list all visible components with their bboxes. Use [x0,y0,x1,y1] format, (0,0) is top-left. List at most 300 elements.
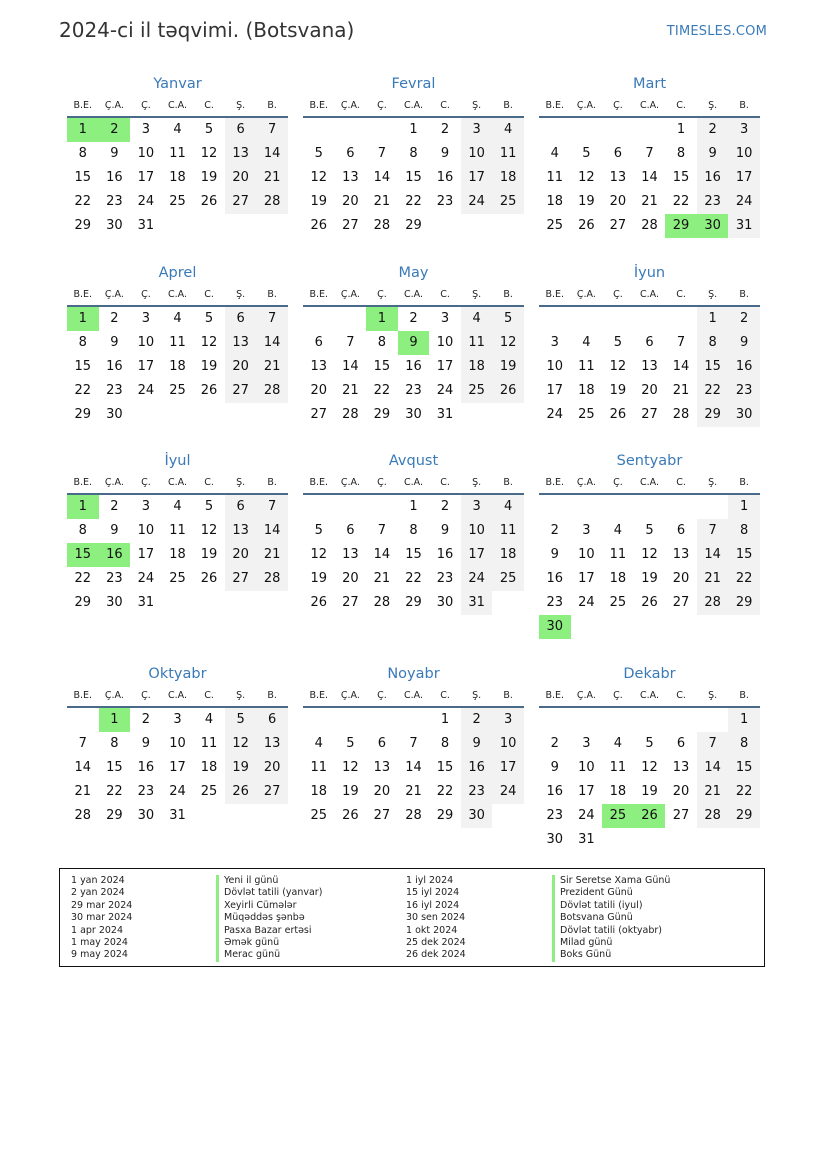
day-cell: 21 [256,543,288,567]
day-cell: 4 [613,736,623,751]
day-cell: 12 [225,732,257,756]
day-cell: 11 [310,760,328,775]
day-cell: 19 [492,355,524,379]
legend-date: 25 dek 2024 [406,936,466,948]
empty-cell [303,495,335,519]
weekday-header: Ç.A. [340,289,360,300]
day-cell: 28 [697,591,729,615]
day-cell: 23 [137,784,155,799]
day-cell: 14 [641,170,658,185]
day-cell: 5 [225,708,257,732]
day-cell: 24 [578,808,595,823]
month-name: Fevral [391,76,436,92]
day-cell: 21 [697,567,729,591]
day-cell: 11 [609,760,627,775]
empty-cell [634,708,666,732]
legend-holiday-name: Müqəddəs şənbə [216,912,322,924]
day-cell: 21 [641,194,658,209]
day-cell: 22 [405,194,422,209]
month-name: İyun [633,265,666,281]
legend-holiday-name: Dövlət tatili (iyul) [552,900,670,912]
empty-cell [539,307,571,331]
day-cell: 24 [728,190,760,214]
day-cell: 11 [461,331,493,355]
day-cell: 17 [461,166,493,190]
day-cell: 15 [672,170,690,185]
day-cell: 30 [546,832,564,847]
weekday-header: Ş. [708,477,718,488]
day-cell: 28 [256,567,288,591]
day-cell: 24 [137,194,155,209]
day-cell: 22 [697,379,729,403]
day-cell: 1 [409,122,418,137]
legend-holiday-name: Dövlət tatili (yanvar) [216,887,322,899]
weekday-header: C. [440,690,450,701]
day-cell: 28 [256,379,288,403]
weekday-header: Ş. [236,100,246,111]
day-cell: 3 [461,118,493,142]
day-cell: 19 [310,194,328,209]
weekday-header: Ş. [472,477,482,488]
legend-date: 1 yan 2024 [71,875,125,886]
day-cell: 20 [225,543,257,567]
day-cell: 8 [676,146,686,161]
day-cell: 31 [137,218,155,233]
weekday-header: Ç. [141,100,151,111]
day-cell: 18 [492,543,524,567]
day-cell: 22 [728,567,760,591]
empty-cell [539,708,571,732]
day-cell: 28 [405,808,422,823]
day-cell: 12 [641,760,658,775]
day-cell: 10 [492,732,524,756]
weekday-header: C.A. [403,690,423,701]
day-cell: 10 [461,142,493,166]
day-cell: 7 [256,307,288,331]
empty-cell [539,118,571,142]
weekday-header: Ç. [613,100,623,111]
weekday-header: B. [739,100,749,111]
month-name: Mart [632,76,667,92]
weekday-header: C. [676,289,686,300]
day-cell: 27 [672,808,690,823]
day-cell: 4 [204,712,214,727]
day-cell: 17 [728,166,760,190]
day-cell: 2 [461,708,493,732]
day-cell: 24 [137,571,155,586]
weekday-header: C.A. [167,289,187,300]
day-cell: 10 [578,547,595,562]
legend-date: 16 iyl 2024 [406,899,460,911]
day-cell: 28 [373,595,391,610]
day-cell: 5 [645,523,654,538]
day-cell: 13 [672,760,690,775]
month-8 [303,449,524,615]
day-cell: 13 [342,547,359,562]
day-cell: 25 [169,194,186,209]
day-cell: 23 [728,379,760,403]
day-cell: 21 [342,383,359,398]
day-cell: 25 [492,567,524,591]
weekday-header: Ş. [708,100,718,111]
legend-holiday-name: Boks Günü [552,949,670,961]
weekday-header: B. [739,477,749,488]
weekday-header: C. [204,289,214,300]
day-cell: 26 [492,379,524,403]
day-cell: 16 [697,166,729,190]
empty-cell [571,708,603,732]
day-cell: 10 [436,335,454,350]
day-cell: 1 [676,122,686,137]
day-cell: 20 [225,355,257,379]
weekday-header: Ç.A. [576,690,596,701]
day-cell: 7 [377,146,387,161]
day-cell: 25 [200,784,218,799]
day-cell: 26 [200,194,218,209]
day-cell: 5 [314,523,323,538]
month-name: Aprel [158,265,197,281]
empty-cell [398,708,430,732]
day-cell: 14 [373,170,391,185]
weekday-header: B. [267,289,277,300]
legend-date: 30 mar 2024 [71,912,133,924]
weekday-header: B. [503,477,513,488]
day-cell: 13 [310,359,328,374]
day-cell: 18 [169,359,186,374]
empty-cell [665,708,697,732]
weekday-header: B. [739,690,749,701]
day-cell: 21 [74,784,92,799]
weekday-header: C.A. [167,477,187,488]
day-cell: 25 [578,407,595,422]
empty-cell [602,307,634,331]
month-1 [67,72,288,238]
day-cell: 2 [697,118,729,142]
weekday-header: Ş. [236,289,246,300]
day-cell: 17 [137,170,155,185]
empty-cell [366,708,398,732]
day-cell: 15 [405,547,422,562]
day-cell: 2 [110,499,119,514]
empty-cell [335,708,367,732]
legend-date: 2 yan 2024 [71,887,125,899]
empty-cell [602,495,634,519]
day-cell: 23 [436,571,454,586]
day-cell: 9 [728,331,760,355]
day-cell: 13 [225,519,257,543]
day-cell: 16 [106,170,123,185]
day-cell: 29 [74,595,92,610]
day-cell: 29 [728,804,760,828]
legend-date: 1 iyl 2024 [406,875,454,886]
day-cell: 2 [550,523,559,538]
day-cell: 15 [67,543,99,567]
day-cell: 16 [137,760,155,775]
day-cell: 31 [137,595,155,610]
weekday-header: Ç.A. [104,690,124,701]
day-cell: 17 [436,359,454,374]
weekday-header: Ç.A. [104,289,124,300]
day-cell: 31 [436,407,454,422]
day-cell: 27 [672,595,690,610]
day-cell: 7 [256,118,288,142]
weekday-header: Ç. [377,100,387,111]
day-cell: 14 [74,760,92,775]
day-cell: 29 [665,214,697,238]
day-cell: 30 [106,595,123,610]
empty-cell [571,118,603,142]
day-cell: 24 [461,190,493,214]
legend-date: 26 dek 2024 [406,949,466,961]
empty-cell [571,495,603,519]
weekday-header: B. [503,690,513,701]
day-cell: 14 [405,760,422,775]
day-cell: 6 [613,146,623,161]
day-cell: 9 [440,523,450,538]
day-cell: 14 [342,359,359,374]
day-cell: 28 [74,808,92,823]
day-cell: 30 [461,804,493,828]
day-cell: 3 [440,311,450,326]
day-cell: 26 [641,595,658,610]
day-cell: 15 [697,355,729,379]
day-cell: 9 [110,523,119,538]
day-cell: 20 [373,784,391,799]
day-cell: 15 [728,543,760,567]
day-cell: 21 [405,784,422,799]
day-cell: 13 [609,170,627,185]
day-cell: 7 [697,732,729,756]
empty-cell [602,118,634,142]
day-cell: 21 [256,355,288,379]
day-cell: 9 [550,760,559,775]
day-cell: 1 [697,307,729,331]
day-cell: 24 [578,595,595,610]
day-cell: 17 [546,383,564,398]
weekday-header: Ç. [377,289,387,300]
day-cell: 30 [137,808,155,823]
legend-holiday-name: Botsvana Günü [552,912,670,924]
day-cell: 9 [697,142,729,166]
day-cell: 4 [613,523,623,538]
empty-cell [634,118,666,142]
day-cell: 30 [728,403,760,427]
day-cell: 4 [461,307,493,331]
day-cell: 5 [204,122,214,137]
day-cell: 23 [405,383,422,398]
day-cell: 19 [310,571,328,586]
weekday-header: C.A. [403,477,423,488]
legend-holiday-name: Milad günü [552,937,670,949]
day-cell: 10 [169,736,186,751]
empty-cell [366,495,398,519]
day-cell: 27 [225,567,257,591]
day-cell: 8 [697,331,729,355]
day-cell: 19 [200,547,218,562]
day-cell: 1 [440,712,450,727]
day-cell: 29 [74,218,92,233]
day-cell: 25 [461,379,493,403]
day-cell: 14 [256,142,288,166]
day-cell: 16 [546,784,564,799]
day-cell: 6 [377,736,387,751]
weekday-header: Ş. [236,690,246,701]
month-11 [303,662,524,828]
day-cell: 6 [225,307,257,331]
weekday-header: Ç. [377,690,387,701]
day-cell: 16 [436,547,454,562]
day-cell: 28 [256,190,288,214]
day-cell: 31 [578,832,595,847]
day-cell: 5 [645,736,654,751]
weekday-header: Ç.A. [340,477,360,488]
day-cell: 20 [310,383,328,398]
weekday-header: Ç. [141,477,151,488]
day-cell: 11 [200,736,218,751]
day-cell: 14 [697,756,729,780]
day-cell: 23 [461,780,493,804]
day-cell: 16 [461,756,493,780]
day-cell: 19 [200,170,218,185]
day-cell: 22 [373,383,391,398]
weekday-header: Ş. [472,289,482,300]
day-cell: 17 [137,547,155,562]
day-cell: 8 [78,335,87,350]
day-cell: 25 [609,595,627,610]
day-cell: 18 [310,784,328,799]
day-cell: 16 [728,355,760,379]
day-cell: 3 [461,495,493,519]
day-cell: 16 [405,359,422,374]
legend-date: 15 iyl 2024 [406,887,460,899]
day-cell: 5 [314,146,323,161]
weekday-header: B.E. [309,690,329,701]
day-cell: 14 [256,331,288,355]
day-cell: 9 [398,331,430,355]
day-cell: 12 [200,335,218,350]
day-cell: 27 [342,595,359,610]
legend-date: 1 okt 2024 [406,924,458,936]
day-cell: 23 [546,808,564,823]
month-9 [539,449,760,639]
brand-link[interactable]: TIMESLES.COM [666,24,767,39]
day-cell: 29 [436,808,454,823]
weekday-header: Ç.A. [576,477,596,488]
day-cell: 8 [377,335,387,350]
month-4 [67,261,288,427]
day-cell: 6 [676,736,686,751]
day-cell: 10 [461,519,493,543]
day-cell: 4 [582,335,591,350]
day-cell: 11 [169,146,186,161]
day-cell: 13 [672,547,690,562]
day-cell: 23 [697,190,729,214]
day-cell: 6 [346,523,355,538]
day-cell: 31 [169,808,186,823]
day-cell: 18 [492,166,524,190]
legend-holiday-name: Prezident Günü [552,887,670,899]
day-cell: 26 [634,804,666,828]
holiday-legend [59,868,765,967]
day-cell: 11 [169,523,186,538]
month-name: İyul [164,453,191,469]
day-cell: 15 [728,756,760,780]
month-6 [539,261,760,427]
legend-holiday-name: Pasxa Bazar ertəsi [216,925,322,937]
day-cell: 25 [169,383,186,398]
day-cell: 8 [110,736,119,751]
month-5 [303,261,524,427]
day-cell: 14 [697,543,729,567]
day-cell: 12 [492,331,524,355]
day-cell: 13 [225,331,257,355]
day-cell: 14 [672,359,690,374]
day-cell: 25 [169,571,186,586]
day-cell: 19 [641,571,658,586]
day-cell: 8 [78,146,87,161]
day-cell: 5 [492,307,524,331]
weekday-header: Ç.A. [104,100,124,111]
weekday-header: B. [267,477,277,488]
day-cell: 12 [578,170,595,185]
weekday-header: C. [676,477,686,488]
day-cell: 6 [346,146,355,161]
day-cell: 2 [440,122,450,137]
day-cell: 9 [440,146,450,161]
day-cell: 30 [539,615,571,639]
day-cell: 15 [373,359,391,374]
day-cell: 5 [346,736,355,751]
day-cell: 11 [492,519,524,543]
day-cell: 2 [409,311,418,326]
day-cell: 20 [342,194,359,209]
day-cell: 27 [342,218,359,233]
day-cell: 24 [461,567,493,591]
day-cell: 23 [106,383,123,398]
day-cell: 12 [310,170,328,185]
day-cell: 16 [106,359,123,374]
day-cell: 19 [342,784,359,799]
weekday-header: B. [503,289,513,300]
day-cell: 21 [373,571,391,586]
day-cell: 4 [314,736,323,751]
weekday-header: C. [440,100,450,111]
day-cell: 10 [137,146,155,161]
day-cell: 6 [645,335,654,350]
day-cell: 13 [641,359,658,374]
legend-dates-right [406,875,466,962]
day-cell: 9 [110,146,119,161]
legend-holiday-name: Xeyirli Cümələr [216,900,322,912]
day-cell: 17 [578,571,595,586]
day-cell: 2 [728,307,760,331]
day-cell: 16 [436,170,454,185]
month-3 [539,72,760,238]
day-cell: 25 [602,804,634,828]
weekday-header: C. [440,289,450,300]
day-cell: 23 [106,571,123,586]
weekday-header: C.A. [167,690,187,701]
day-cell: 26 [310,595,328,610]
day-cell: 28 [641,218,658,233]
empty-cell [335,307,367,331]
day-cell: 7 [78,736,87,751]
day-cell: 2 [550,736,559,751]
day-cell: 29 [728,591,760,615]
day-cell: 8 [409,523,418,538]
day-cell: 20 [672,571,690,586]
weekday-header: B.E. [73,690,93,701]
